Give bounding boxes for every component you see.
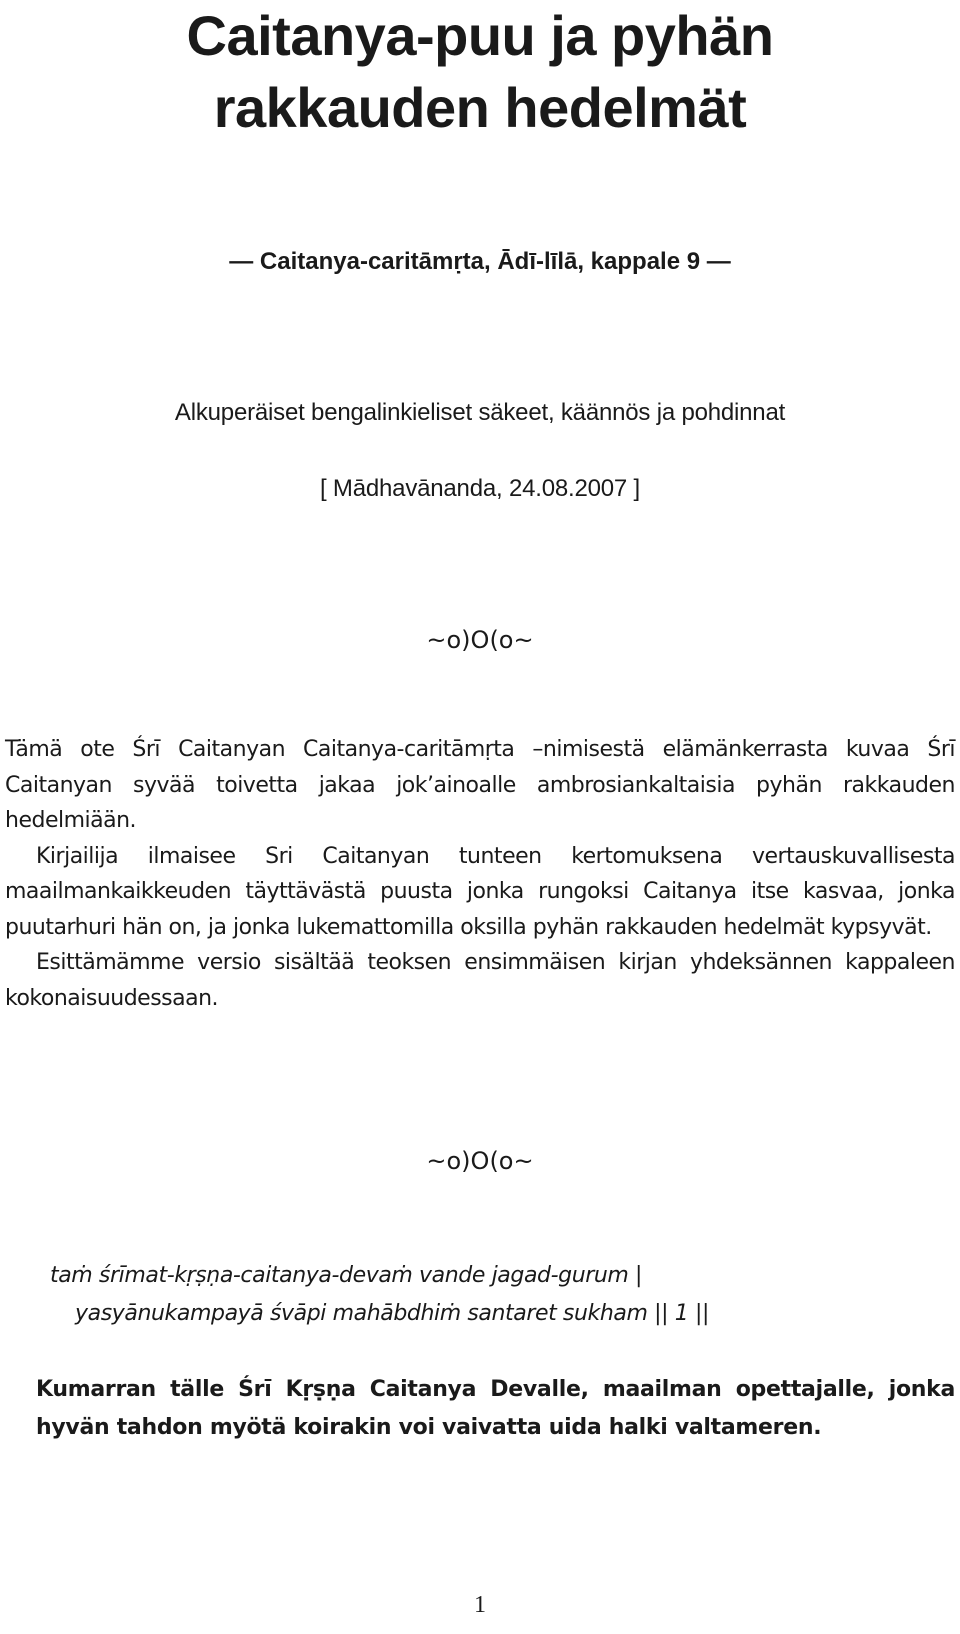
subtitle: — Caitanya-caritāmṛta, Ādī-līlā, kappale 9 — <box>229 248 731 275</box>
section-divider: ~o)O(o~ <box>426 1147 534 1175</box>
intro-paragraph-2: Kirjailija ilmaisee Sri Caitanyan tunteen kertomuksena vertauskuvallisesta maailmankaikkeuden täyttävästä puusta jonka rungoksi Caitanya itse kasvaa, jonka puutarhuri hän on, ja jonka lukemattomilla oksilla pyhän rakkauden hedelmät kypsyvät. <box>5 843 955 940</box>
verse-line-2-text: yasyānukampayā śvāpi mahābdhiṁ santaret sukham <box>75 1301 648 1326</box>
section-divider: ~o)O(o~ <box>426 626 534 654</box>
intro-paragraph-1: Tämä ote Śrī Caitanyan Caitanya-caritāmṛta –nimisestä elämänkerrasta kuvaa Śrī Caitanyan syvää toivetta jakaa jok’ainoalle ambrosiankaltaisia pyhän rakkauden hedelmiään. <box>5 737 955 833</box>
verse-line-1-text: taṁ śrīmat-kṛṣṇa-caitanya-devaṁ vande jagad-gurum <box>50 1263 629 1288</box>
title-line-2: rakkauden hedelmät <box>213 76 747 139</box>
credit-line: [ Mādhavānanda, 24.08.2007 ] <box>320 475 640 502</box>
verse-line-1 <box>50 1257 910 1295</box>
verse-separator: || <box>654 1301 669 1326</box>
verse-number: 1 <box>674 1301 689 1326</box>
intro-paragraph-3: Esittämämme versio sisältää teoksen ensimmäisen kirjan yhdeksännen kappaleen kokonaisuudessaan. <box>5 950 955 1011</box>
page-title <box>0 0 960 144</box>
verse-translation: Kumarran tälle Śrī Kṛṣṇa Caitanya Devalle, maailman opettajalle, jonka hyvän tahdon myötä koirakin voi vaivatta uida halki valtameren. <box>36 1377 955 1440</box>
origins-note: Alkuperäiset bengalinkieliset säkeet, käännös ja pohdinnat <box>174 399 786 426</box>
page-number: 1 <box>474 1592 486 1618</box>
sanskrit-verse <box>50 1257 910 1333</box>
verse-separator: || <box>694 1301 709 1326</box>
verse-line-2 <box>50 1295 910 1333</box>
title-line-1: Caitanya-puu ja pyhän <box>186 4 774 67</box>
verse-separator: | <box>635 1263 643 1288</box>
introduction <box>5 732 955 1016</box>
